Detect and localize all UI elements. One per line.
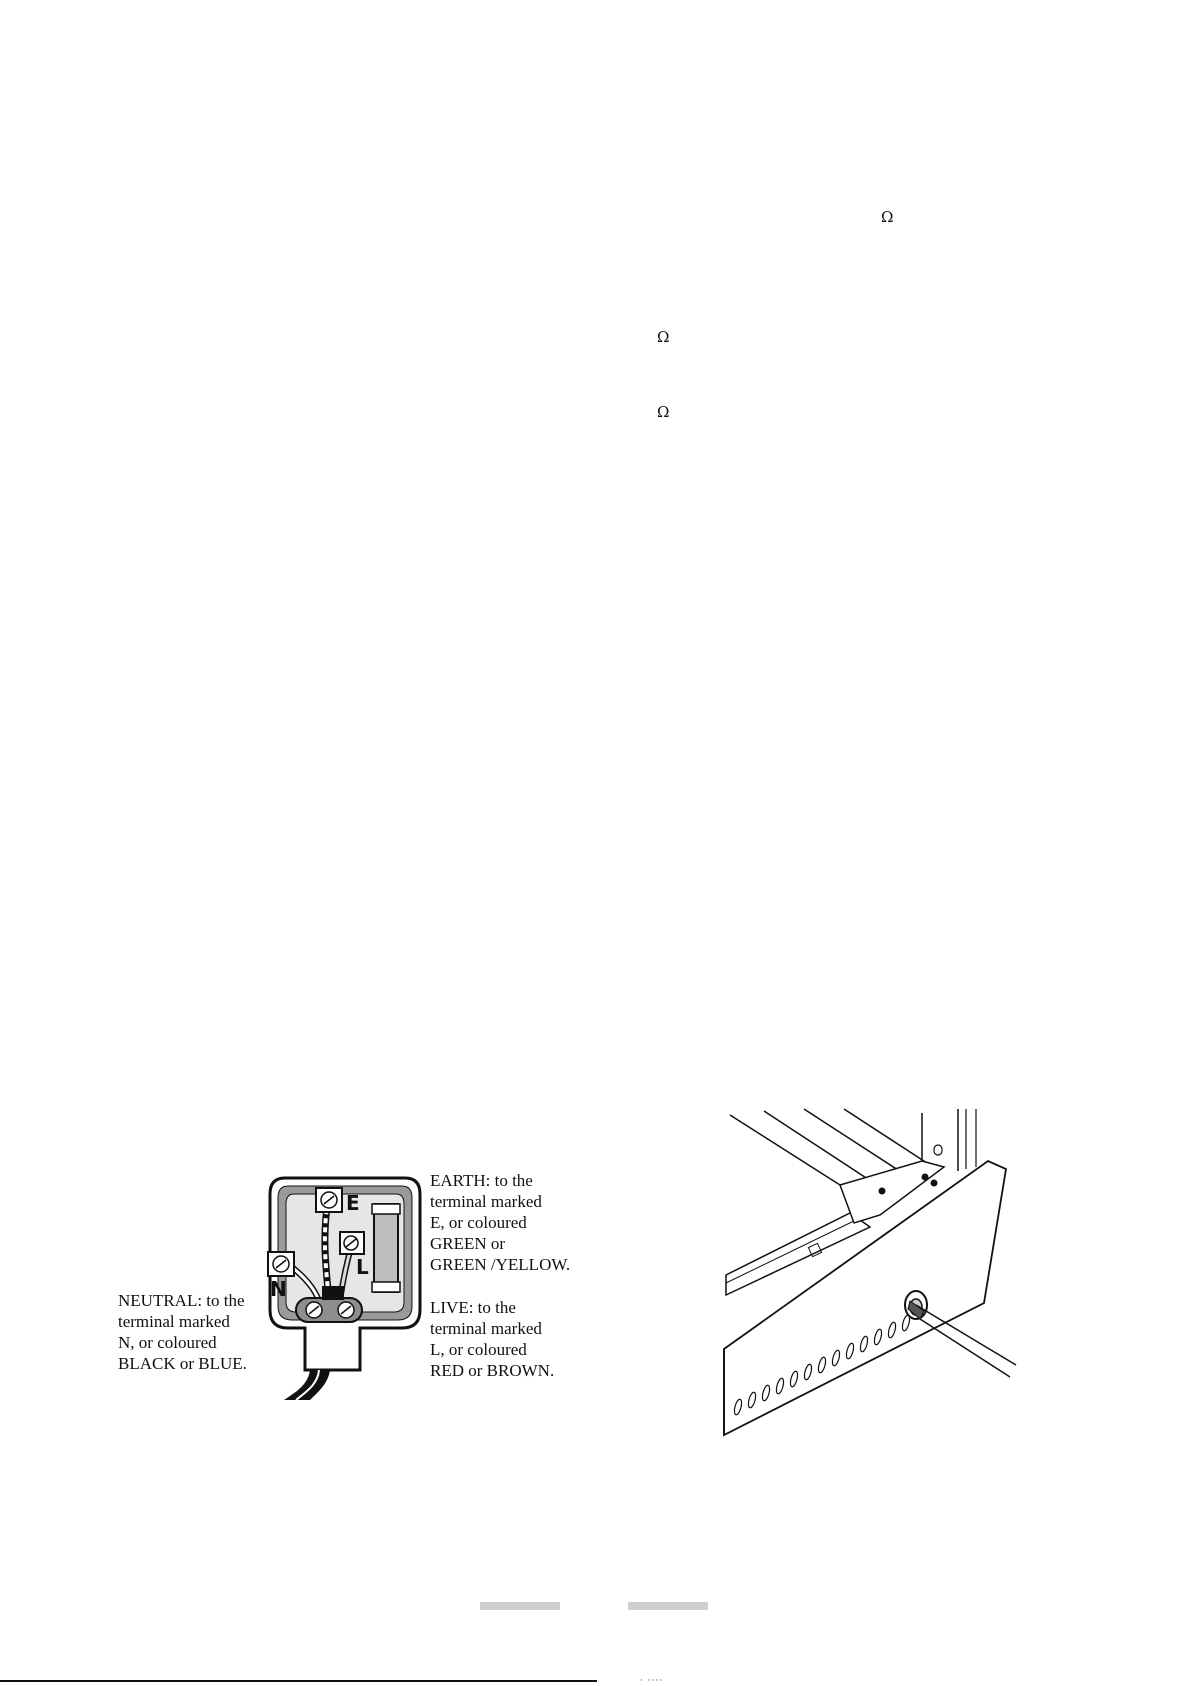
terminal-e-letter: E — [346, 1191, 360, 1215]
terminal-l-letter: L — [356, 1255, 369, 1279]
omega-symbol-1: Ω — [881, 208, 894, 226]
footer-rule — [0, 1680, 597, 1682]
omega-symbol-3: Ω — [657, 403, 670, 421]
footer-mark: · ···· — [640, 1676, 664, 1686]
plug-wiring-diagram — [260, 1170, 430, 1400]
terminal-n-letter: N — [270, 1277, 287, 1301]
earth-label: EARTH: to the terminal marked E, or coloured GREEN or GREEN /YELLOW. — [430, 1171, 571, 1274]
omega-symbol-2: Ω — [657, 328, 670, 346]
footer-bar-right — [628, 1602, 708, 1610]
plinth-screw-illustration — [720, 1105, 1020, 1445]
neutral-label: NEUTRAL: to the terminal marked N, or coloured BLACK or BLUE. — [118, 1291, 247, 1373]
live-label: LIVE: to the terminal marked L, or coloured RED or BROWN. — [430, 1298, 555, 1380]
footer-bar-left — [480, 1602, 560, 1610]
